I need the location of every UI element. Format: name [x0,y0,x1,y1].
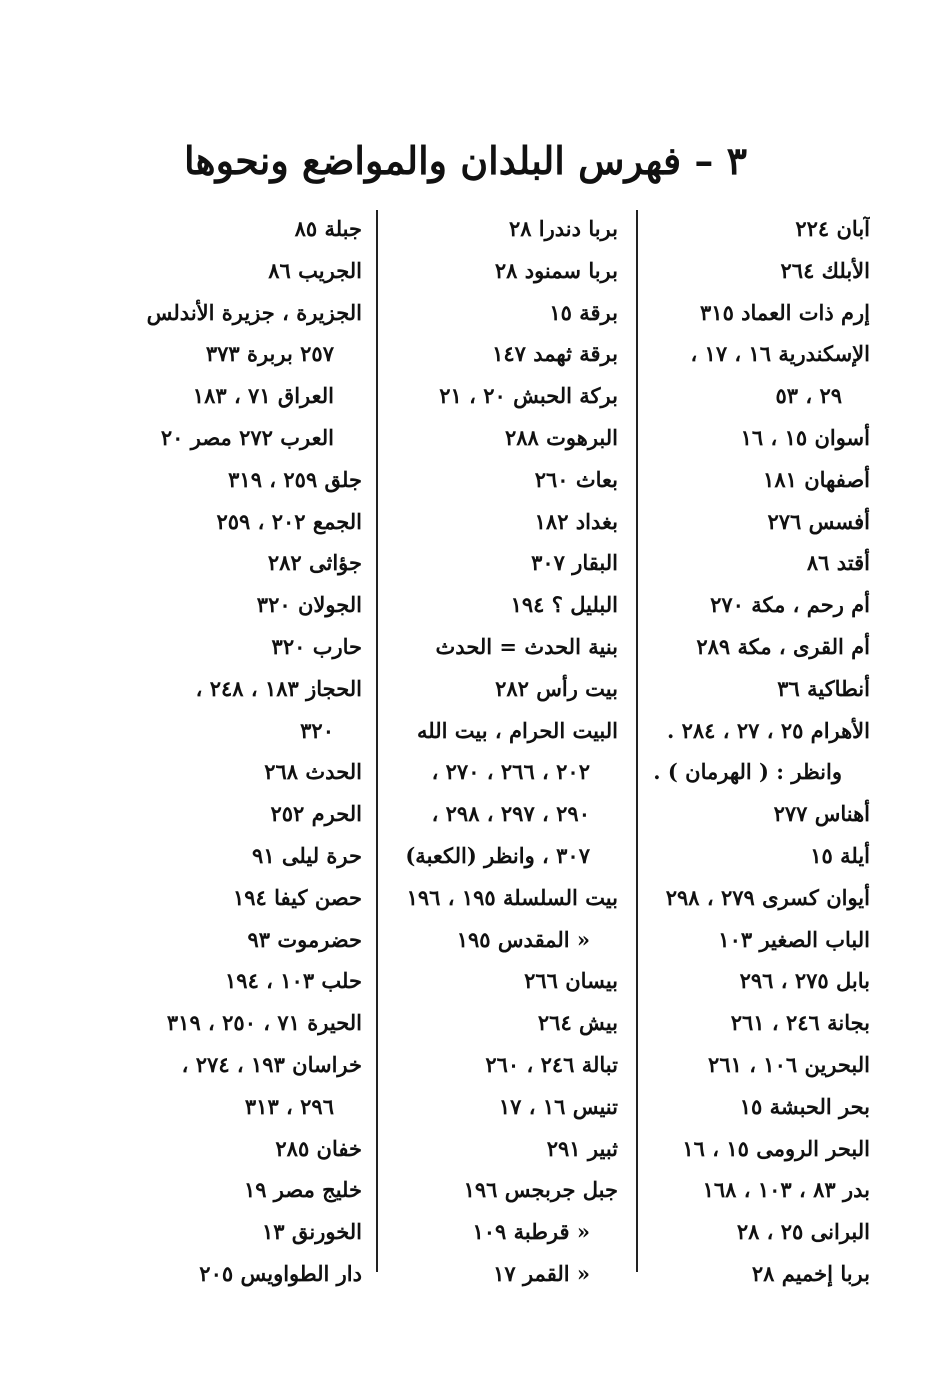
index-entry: إرم ذات العماد ٣١٥ [700,299,870,325]
index-entry: بربا سمنود ٢٨ [494,257,618,283]
index-entry: أفسس ٢٧٦ [767,508,870,534]
index-entry: الجمع ٢٠٢ ، ٢٥٩ [216,508,362,534]
index-entry: الباب الصغير ١٠٣ [718,926,870,952]
index-entry: حصن كيفا ١٩٤ [233,884,362,910]
page-title: ٣ – فهرس البلدان والمواضع ونحوها [183,138,748,183]
index-entry-continuation: ٣٢٠ [300,717,334,743]
index-entry: بيش ٢٦٤ [537,1010,618,1036]
index-entry: أيلة ١٥ [810,842,870,868]
index-entry: البيت الحرام ، بيت الله [416,717,618,743]
index-entry-continuation: ٢٩٠ ، ٢٩٧ ، ٢٩٨ ، [431,801,590,827]
index-entry: الحيرة ٧١ ، ٢٥٠ ، ٣١٩ [166,1010,362,1036]
column-divider [376,210,378,1272]
index-entry-continuation: العراق ٧١ ، ١٨٣ [192,383,334,409]
index-entry-continuation: وانظر : ( الهرمان ) . [653,759,842,785]
index-entry: أقتد ٨٦ [806,550,870,576]
index-entry: الجولان ٣٢٠ [256,592,362,618]
index-entry: حارب ٣٢٠ [271,633,362,659]
index-entry: « المقدس ١٩٥ [456,926,590,952]
index-entry: تبالة ٢٤٦ ، ٢٦٠ [485,1051,618,1077]
index-entry: البحرين ١٠٦ ، ٢٦١ [708,1051,870,1077]
index-entry-continuation: ٢٩ ، ٥٣ [775,383,842,409]
index-entry: الحرم ٢٥٢ [270,801,362,827]
index-entry: البرهوت ٢٨٨ [504,424,618,450]
index-entry: حلب ١٠٣ ، ١٩٤ [225,968,362,994]
index-entry: أهناس ٢٧٧ [773,801,870,827]
index-entry: جلق ٢٥٩ ، ٣١٩ [228,466,362,492]
index-entry-continuation: ٢٥٧ بربرة ٣٧٣ [205,341,334,367]
index-entry: أم رحم ، مكة ٢٧٠ [710,592,870,618]
index-entry-continuation: ٢٩٦ ، ٣١٣ [244,1093,334,1119]
index-entry: برقة ثهمد ١٤٧ [492,341,618,367]
index-entry: بنية الحدث = الحدث [435,633,618,659]
index-entry: الأهرام ٢٥ ، ٢٧ ، ٢٨٤ . [666,717,870,743]
index-entry: خفان ٢٨٥ [275,1135,362,1161]
index-entry: جؤاثى ٢٨٢ [267,550,362,576]
index-entry: بجانة ٢٤٦ ، ٢٦١ [730,1010,870,1036]
index-column-right [648,208,870,1295]
index-entry: خراسان ١٩٣ ، ٢٧٤ ، [181,1051,362,1077]
index-entry: أنطاكية ٣٦ [777,675,870,701]
index-entry: برقة ١٥ [549,299,618,325]
index-entry: الجزيرة ، جزيرة الأندلس [146,299,362,325]
index-entry: أسوان ١٥ ، ١٦ [740,424,870,450]
index-entry: دار الطواويس ٢٠٥ [199,1260,362,1286]
index-entry: بعاث ٢٦٠ [534,466,618,492]
index-entry: « القمر ١٧ [493,1260,590,1286]
index-entry: الخورنق ١٣ [261,1219,362,1245]
index-entry: خليج مصر ١٩ [243,1177,362,1203]
index-entry-continuation: ٢٠٢ ، ٢٦٦ ، ٢٧٠ ، [431,759,590,785]
index-entry: الإسكندرية ١٦ ، ١٧ ، [690,341,870,367]
index-entry: الجريب ٨٦ [268,257,362,283]
index-entry: بابل ٢٧٥ ، ٢٩٦ [739,968,870,994]
index-entry: جبلة ٨٥ [294,216,362,241]
index-entry: بربا إخميم ٢٨ [751,1260,870,1286]
index-entry: بحر الحبشة ١٥ [739,1093,870,1119]
index-entry: بركة الحبش ٢٠ ، ٢١ [439,383,618,409]
index-entry: بيت رأس ٢٨٢ [495,675,618,701]
index-entry: آبان ٢٢٤ [795,216,870,241]
index-entry: بربا دندرا ٢٨ [508,216,618,241]
index-entry: بدر ٨٣ ، ١٠٣ ، ١٦٨ [702,1177,870,1203]
index-entry: بغداد ١٨٢ [534,508,618,534]
index-entry: « قرطبة ١٠٩ [472,1219,590,1245]
index-entry: تنيس ١٦ ، ١٧ [498,1093,618,1119]
index-entry: البليل ؟ ١٩٤ [510,592,618,618]
index-column-left [130,208,362,1295]
index-entry: البرانى ٢٥ ، ٢٨ [736,1219,870,1245]
index-entry: بيسان ٢٦٦ [524,968,618,994]
index-entry: جبل جربجس ١٩٦ [463,1177,618,1203]
index-entry: البحر الرومى ١٥ ، ١٦ [682,1135,870,1161]
index-entry: بيت السلسلة ١٩٥ ، ١٩٦ [406,884,618,910]
index-entry-continuation: العرب ٢٧٢ مصر ٢٠ [160,424,334,450]
index-column-middle [394,208,618,1295]
index-entry: ثبير ٢٩١ [546,1135,618,1161]
index-entry: أم القرى ، مكة ٢٨٩ [696,633,870,659]
index-entry: أصفهان ١٨١ [763,466,870,492]
index-entry-continuation: ٣٠٧ ، وانظر (الكعبة) [405,842,590,868]
index-entry: أيوان كسرى ٢٧٩ ، ٢٩٨ [665,884,870,910]
index-entry: البقار ٣٠٧ [531,550,618,576]
index-entry: الحجاز ١٨٣ ، ٢٤٨ ، [195,675,362,701]
index-entry: الأبلك ٢٦٤ [780,257,870,283]
index-entry: حرة ليلى ٩١ [252,842,362,868]
index-entry: الحدث ٢٦٨ [264,759,362,785]
index-entry: حضرموت ٩٣ [247,926,362,952]
column-divider [636,210,638,1272]
